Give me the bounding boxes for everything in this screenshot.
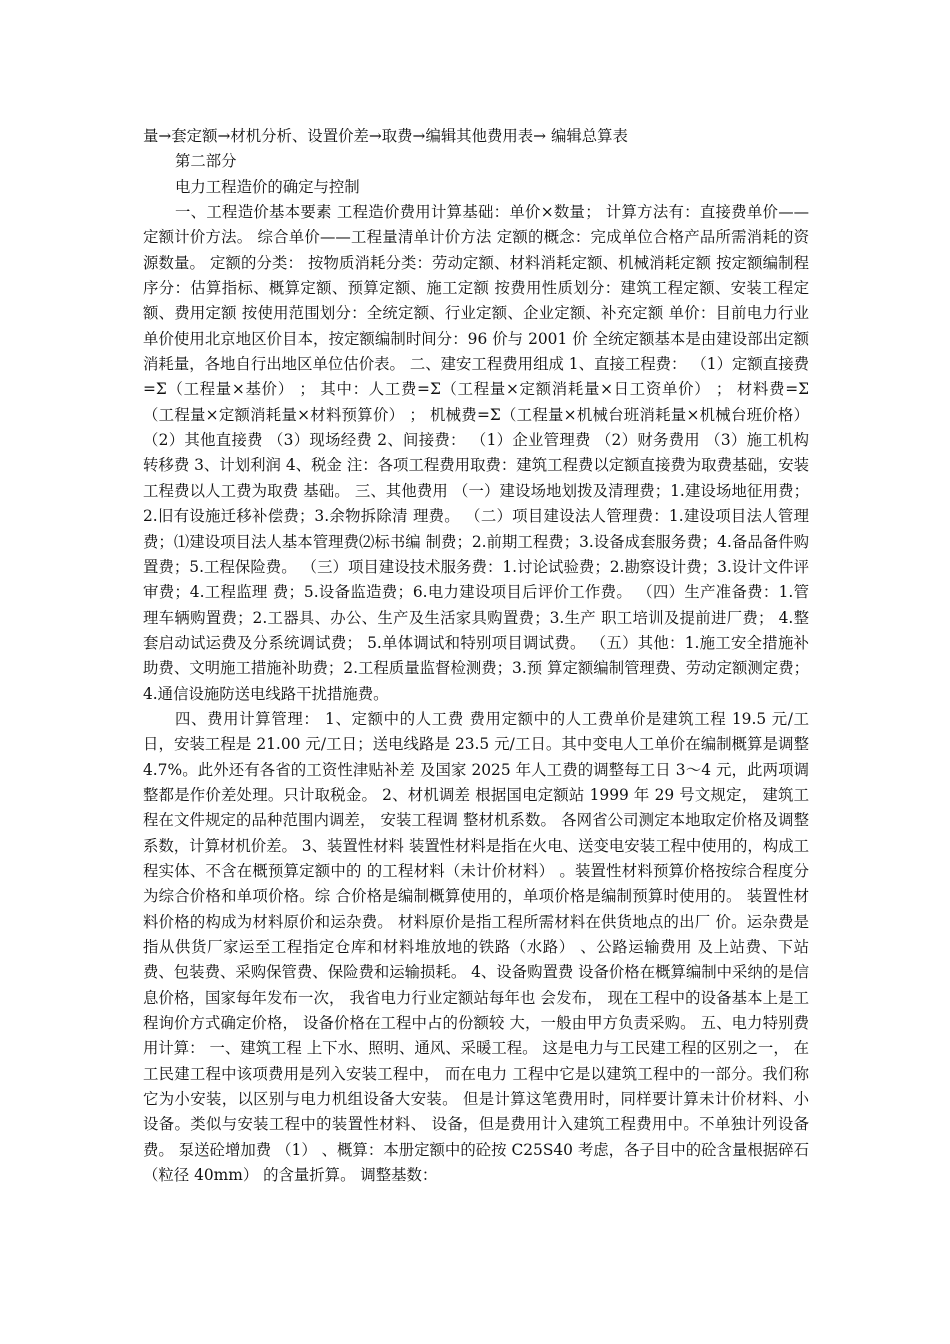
section-title: 电力工程造价的确定与控制 [175,177,360,196]
document-body [143,124,809,1188]
paragraph-cost-calculation: 四、费用计算管理： 1、定额中的人工费 费用定额中的人工费单价是建筑工程 19.5 元/工日，安装工程是 21.00 元/工日；送电线路是 23.5 元/工日。其中变电人工单价在编制概算是调整 4.7%。此外还有各省的工资性津贴补差 及国家 2025 年人工费的调整每工日 3～4 元，此两项调整都是作价差处理。只计取税金。 2、材机调差 根据国电定额站 1999 年 29 号文规定， 建筑工程在文件规定的品种范围内调差， 安装工程调 整材机系数。 各网省公司测定本地取定价格及调整系数，计算材机价差。 3、装置性材料 装置性材料是指在火电、送变电安装工程中使用的，构成工程实体、不含在概预算定额中的 的工程材料（未计价材料） 。装置性材料预算价格按综合程度分为综合价格和单项价格。综 合价格是编制概算使用的，单项价格是编制预算时使用的。 装置性材料价格的构成为材料原价和运杂费。 材料原价是指工程所需材料在供货地点的出厂 价。运杂费是指从供货厂家运至工程指定仓库和材料堆放地的铁路（水路） 、公路运输费用 及上站费、下站费、包装费、采购保管费、保险费和运输损耗。 4、设备购置费 设备价格在概算编制中采纳的是信息价格，国家每年发布一次， 我省电力行业定额站每年也 会发布， 现在工程中的设备基本上是工程询价方式确定价格， 设备价格在工程中占的份额较 大，一般由甲方负责采购。 五、电力特别费用计算： 一、建筑工程 上下水、照明、通风、采暖工程。 这是电力与工民建工程的区别之一， 在工民建工程中该项费用是列入安装工程中， 而在电力 工程中它是以建筑工程中的一部分。我们称它为小安装，以区别与电力机组设备大安装。 但是计算这笔费用时，同样要计算未计价材料、小设备。类似与安装工程中的装置性材料、 设备，但是费用计入建筑工程费用中。不单独计列设备费。 泵送砼增加费 （1） 、概算：本册定额中的砼按 C25S40 考虑，各子目中的砼含量根据碎石（粒径 40mm） 的含量折算。 调整基数： [143,709,809,1185]
section-heading-part-two: 第二部分 [175,152,237,171]
paragraph-process-flow: 量→套定额→材机分析、设置价差→取费→编辑其他费用表→ 编辑总算表 [143,127,628,145]
paragraph-cost-elements: 一、工程造价基本要素 工程造价费用计算基础：单价×数量； 计算方法有：直接费单价——定额计价方法。 综合单价——工程量清单计价方法 定额的概念：完成单位合格产品所需消耗的资源数量。 定额的分类： 按物质消耗分类：劳动定额、材料消耗定额、机械消耗定额 按定额编制程序分：估算指标、概算定额、预算定额、施工定额 按费用性质划分：建筑工程定额、安装工程定额、费用定额 按使用范围划分：全统定额、行业定额、企业定额、补充定额 单价：目前电力行业单价使用北京地区价目本，按定额编制时间分：96 价与 2001 价 全统定额基本是由建设部出定额消耗量，各地自行出地区单位估价表。 二、建安工程费用组成 1、直接工程费： （1）定额直接费=Σ（工程量×基价） ； 其中：人工费=Σ（工程量×定额消耗量×日工资单价） ； 材料费=Σ（工程量×定额消耗量×材料预算价） ； 机械费=Σ（工程量×机械台班消耗量×机械台班价格） （2）其他直接费 （3）现场经费 2、间接费： （1）企业管理费 （2）财务费用 （3）施工机构转移费 3、计划利润 4、税金 注：各项工程费用取费：建筑工程费以定额直接费为取费基础，安装工程费以人工费为取费 基础。 三、其他费用 （一）建设场地划拨及清理费；1.建设场地征用费；2.旧有设施迁移补偿费；3.余物拆除清 理费。 （二）项目建设法人管理费：1.建设项目法人管理费；⑴建设项目法人基本管理费⑵标书编 制费；2.前期工程费；3.设备成套服务费；4.备品备件购置费；5.工程保险费。 （三）项目建设技术服务费：1.讨论试验费；2.勘察设计费；3.设计文件评审费；4.工程监理 费；5.设备监造费；6.电力建设项目后评价工作费。 （四）生产准备费：1.管理车辆购置费；2.工器具、办公、生产及生活家具购置费；3.生产 职工培训及提前进厂费； 4.整套启动试运费及分系统调试费； 5.单体调试和特别项目调试费。 （五）其他：1.施工安全措施补助费、文明施工措施补助费；2.工程质量监督检测费；3.预 算定额编制管理费、劳动定额测定费；4.通信设施防送电线路干扰措施费。 [143,203,809,703]
